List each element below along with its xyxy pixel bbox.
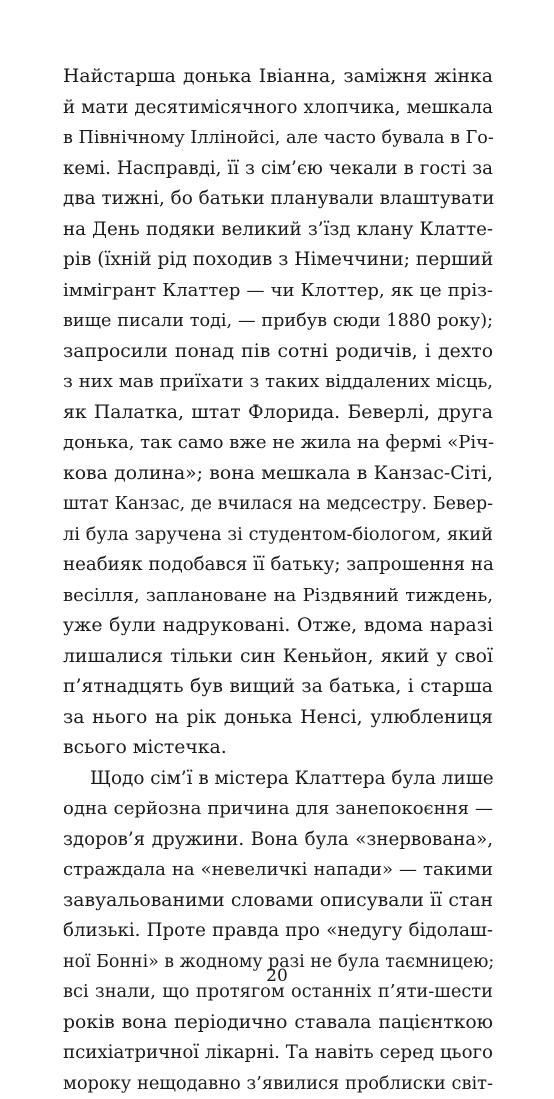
text-line: штат Канзас, де вчилася на медсестру. Бевер- (63, 489, 493, 520)
paragraph-start-line: Щодо сім’ї в містера Клаттера була лише (63, 764, 493, 795)
paragraph-end-line: всього містечка. (63, 733, 493, 764)
text-line: років вона періодично ставала пацієнткою (63, 1008, 493, 1039)
text-line: психіатричної лікарні. Та навіть серед цього (63, 1038, 493, 1069)
text-line: на День подяки великий з’їзд клану Клаттe- (63, 215, 493, 246)
body-text (63, 62, 493, 1099)
text-line: вище писали тоді, — прибув сюди 1880 року); (63, 306, 493, 337)
page-number: 20 (0, 966, 554, 986)
text-line: за нього на рік донька Ненсі, улюблениця (63, 703, 493, 734)
text-line: п’ятнадцять був вищий за батька, і старша (63, 672, 493, 703)
text-line: донька, так само вже не жила на фермі «Річ- (63, 428, 493, 459)
text-line: й мати десятимісячного хлопчика, мешкала (63, 93, 493, 124)
text-line: Найстарша донька Івіанна, заміжня жінка (63, 62, 493, 93)
text-line: одна серйозна причина для занепокоєння — (63, 794, 493, 825)
text-line: завуальованими словами описували її стан (63, 886, 493, 917)
text-line: уже були надруковані. Отже, вдома наразі (63, 611, 493, 642)
text-line: неабияк подобався її батьку; запрошення на (63, 550, 493, 581)
text-line: страждала на «невеличкі напади» — такими (63, 855, 493, 886)
text-line: в Північному Іллінойсі, але часто бувала в Го- (63, 123, 493, 154)
text-line: з них мав приїхати з таких віддалених місць, (63, 367, 493, 398)
text-line: запросили понад пів сотні родичів, і дехто (63, 337, 493, 368)
text-line: лишалися тільки син Кеньйон, який у свої (63, 642, 493, 673)
text-line: весілля, заплановане на Різдвяний тиждень, (63, 581, 493, 612)
text-line: здоров’я дружини. Вона була «знервована», (63, 825, 493, 856)
text-line: ної Бонні» в жодному разі не була таємницею; (63, 947, 493, 978)
text-line: близькі. Проте правда про «недугу бідолаш- (63, 916, 493, 947)
text-line: іммігрант Клаттер — чи Клоттер, як це пріз- (63, 276, 493, 307)
text-line: як Палатка, штат Флорида. Беверлі, друга (63, 398, 493, 429)
text-line: лі була заручена зі студентом-біологом, який (63, 520, 493, 551)
text-line: кова долина»; вона мешкала в Канзас-Сіті, (63, 459, 493, 490)
text-line: кемі. Насправді, її з сім’єю чекали в гості за (63, 154, 493, 185)
text-line: рів (їхній рід походив з Німеччини; перший (63, 245, 493, 276)
text-line: два тижні, бо батьки планували влаштувати (63, 184, 493, 215)
text-line: мороку нещодавно з’явилися проблиски світ- (63, 1069, 493, 1099)
text-line: всі знали, що протягом останніх п’яти-шести (63, 977, 493, 1008)
